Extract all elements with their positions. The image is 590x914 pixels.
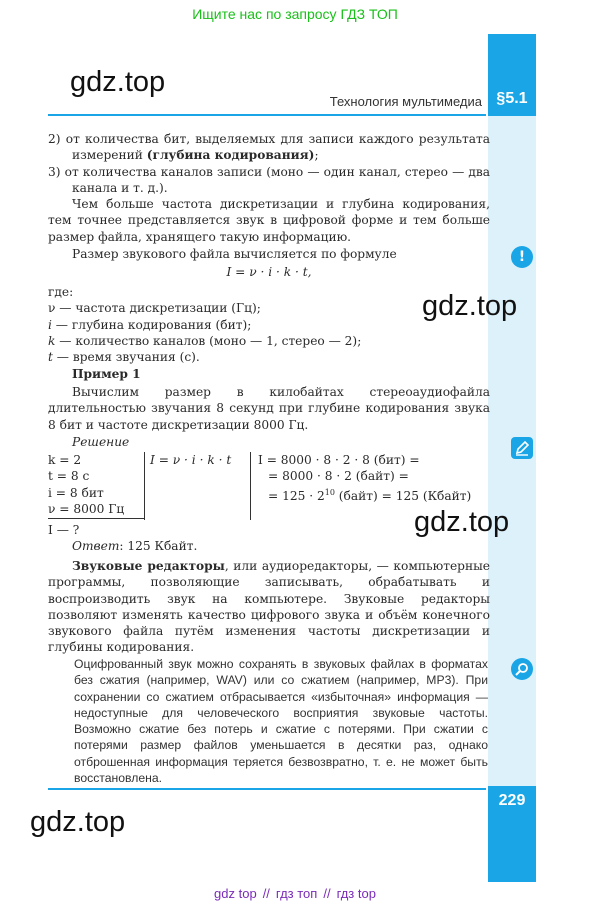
note-paragraph: Оцифрованный звук можно сохранять в звуковых файлах в форматах без сжатия (например, WAV) или со сжатием (например, MP3). При сохранении со сжатием отбрасывается «избыточная» информация — недоступные для человеческого восприятия звуковые частоты. Возможно сжатие без потерь и сжатие с потерями. При сжатии с потерями размер файлов уменьшается в десятки раз, однако отброшенная информация теряется безвозвратно, т. е. не может быть восстановлена. (74, 657, 488, 786)
footer-rule (48, 788, 486, 790)
definition-item: t — время звучания (с). (48, 350, 200, 365)
definitions (48, 284, 490, 365)
find-value: I — ? (48, 523, 80, 538)
pencil-icon (511, 437, 533, 459)
bottom-link[interactable]: гдз топ (275, 886, 318, 901)
header-rule (48, 114, 486, 116)
magnifier-icon (511, 658, 533, 680)
definition-item: k — количество каналов (моно — 1, стерео — 2); (48, 333, 362, 348)
formula-column: I = ν · i · k · t (150, 453, 232, 467)
calculation-column: I = 8000 · 8 · 2 · 8 (бит) = = 8000 · 8 · 2 (байт) = = $125 \cdot 2^{10}$ (байт) = 125 (Кбайт) (258, 453, 472, 503)
solution-label: Решение (72, 435, 130, 449)
given-column: k = 2 t = 8 с i = 8 бит ν = 8000 Гц I — ? (48, 453, 125, 538)
watermark: gdz.top (422, 290, 518, 322)
editors-paragraph: Звуковые редакторы, или аудиоредакторы, — компьютерные программы, позволяющие записывать, обрабатывать и воспроизводить звук на компьютере. Звуковые редакторы позволяют изменять качество цифрового звука и объём конечного звукового файла путём изменения частоты дискретизации и глубины кодирования. (48, 559, 490, 655)
definition-item: i — глубина кодирования (бит); (48, 317, 252, 332)
example-title: Пример 1 (72, 367, 141, 381)
formula-intro: Размер звукового файла вычисляется по формуле (72, 247, 397, 261)
section-number: §5.1 (496, 90, 528, 107)
list-item: 3) от количества каналов записи (моно — один канал, стерео — два канала и т. д.). (48, 164, 491, 195)
example-text: Вычислим размер в килобайтах стереоаудиофайла длительностью звучания 8 секунд при глубине кодирования звука 8 бит и частоте дискретизации 8000 Гц. (48, 385, 490, 432)
watermark: gdz.top (414, 506, 510, 538)
definition-item: ν — частота дискретизации (Гц); (48, 301, 261, 316)
bottom-links: gdz top // гдз топ // гдз top (214, 886, 376, 901)
paragraph: Чем больше частота дискретизации и глубина кодирования, тем точнее представляется звук в цифровой форме и тем больше размер файла, хранящего такую информацию. (48, 197, 490, 244)
list-item: 2) от количества бит, выделяемых для записи каждого результата измерений (глубина кодирования); (48, 132, 491, 163)
watermark: gdz.top (70, 66, 166, 98)
watermark: gdz.top (30, 806, 126, 838)
running-title: Технология мультимедиа (329, 94, 482, 109)
where-label: где: (48, 285, 74, 299)
formula: I = ν · i · k · t, (226, 265, 312, 279)
list-block (48, 131, 490, 196)
answer: Ответ: 125 Кбайт. (72, 539, 198, 553)
page-number: 229 (498, 792, 526, 809)
bottom-link[interactable]: gdz top (214, 886, 257, 901)
top-banner-link[interactable]: Ищите нас по запросу ГДЗ ТОП (192, 6, 398, 22)
exclamation-icon: ! (511, 246, 533, 268)
bottom-link[interactable]: гдз top (336, 886, 376, 901)
